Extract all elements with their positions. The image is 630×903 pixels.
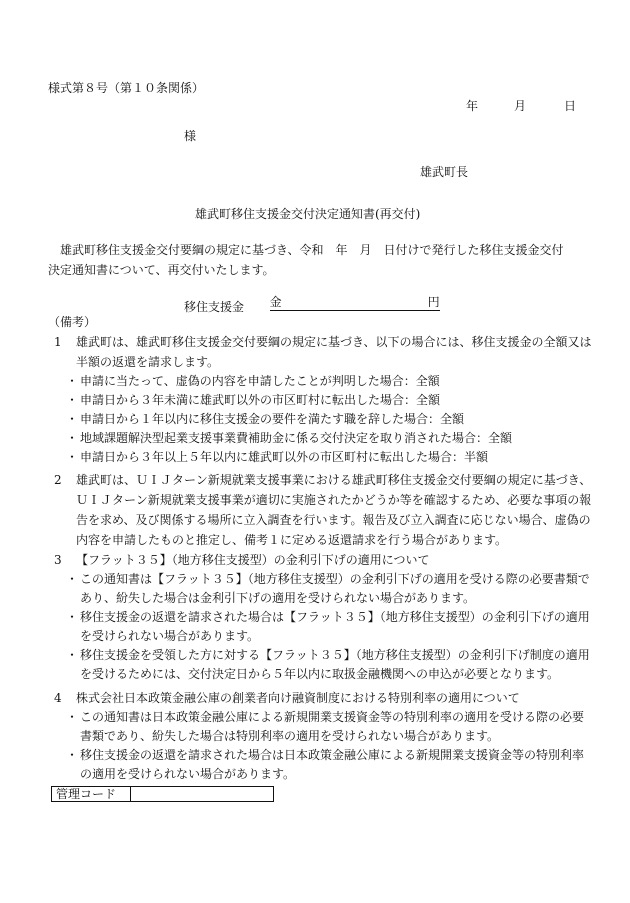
note-number: 1: [54, 335, 62, 349]
management-code-label: 管理コード: [52, 787, 131, 802]
note-2: [54, 470, 594, 550]
document-title: 雄武町移住支援金交付決定通知書(再交付): [195, 207, 421, 221]
note-text: 雄武町は、ＵＩＪターン新規就業支援事業における雄武町移住支援金交付要綱の規定に基づき、ＵＩＪターン新規就業支援事業が適切に実施されたかどうか等を確認するため、必要な事項の報告を求め、及び関係する場所に立入調査を行います。報告及び立入調査に応じない場合、虚偽の内容を申請したものと推定し、備考１に定める返還請求を行う場合があります。: [76, 473, 592, 547]
note-bullets: [54, 570, 594, 684]
amount-prefix: 金: [269, 295, 282, 309]
list-item: ・ 移住支援金の返還を請求された場合は日本政策金融公庫による新規開業支援資金等の特別利率の適用を受けられない場合があります。: [66, 746, 594, 784]
issuer-name: 雄武町長: [420, 165, 469, 179]
list-item: ・ 申請日から３年未満に雄武町以外の市区町村に転出した場合：全額: [66, 391, 594, 410]
list-item: ・ 地域課題解決型起業支援事業費補助金に係る交付決定を取り消された場合：全額: [66, 429, 594, 448]
amount-row: [184, 294, 440, 315]
list-item: ・ 移住支援金を受領した方に対する【フラット３５】（地方移住支援型）の金利引下げ制度の適用を受けるためには、交付決定日から５年以内に取扱金融機関への申込が必要となります。: [66, 646, 594, 684]
form-number: 様式第８号（第１０条関係）: [48, 81, 205, 95]
list-item: ・ この通知書は【フラット３５】（地方移住支援型）の金利引下げの適用を受ける際の必要書類であり、紛失した場合は金利引下げの適用を受けられない場合があります。: [66, 570, 594, 608]
note-number: 4: [54, 691, 62, 705]
note-bullets: [54, 372, 594, 467]
remarks-heading: （備考）: [48, 315, 97, 329]
note-number: 3: [54, 553, 62, 567]
amount-underline: [270, 294, 440, 311]
note-3: [54, 550, 594, 684]
body-line-2: 決定通知書について、再交付いたします。: [48, 263, 275, 277]
list-item: ・ 移住支援金の返還を請求された場合は【フラット３５】（地方移住支援型）の金利引下げの適用を受けられない場合があります。: [66, 608, 594, 646]
list-item: ・ 申請日から１年以内に移住支援金の要件を満たす職を辞した場合：全額: [66, 410, 594, 429]
list-item: ・ 申請に当たって、虚偽の内容を申請したことが判明した場合：全額: [66, 372, 594, 391]
note-1: [54, 332, 594, 467]
list-item: ・ この通知書は日本政策金融公庫による新規開業支援資金等の特別利率の適用を受ける際の必要書類であり、紛失した場合は特別利率の適用を受けられない場合があります。: [66, 708, 594, 746]
date-month-label: 月: [514, 99, 527, 113]
amount-unit: 円: [427, 295, 440, 309]
note-4: [54, 688, 594, 784]
note-text: 株式会社日本政策金融公庫の創業者向け融資制度における特別利率の適用について: [76, 691, 520, 705]
management-code-value: [131, 787, 274, 802]
body-line-1: 雄武町移住支援金交付要綱の規定に基づき、令和 年 月 日付けで発行した移住支援金交付: [60, 243, 564, 257]
body-text: [48, 240, 588, 280]
note-bullets: [54, 708, 594, 784]
note-number: 2: [54, 473, 62, 487]
date-year-label: 年: [466, 99, 479, 113]
list-item: ・ 申請日から３年以上５年以内に雄武町以外の市区町村に転出した場合：半額: [66, 448, 594, 467]
date-day-label: 日: [564, 99, 577, 113]
note-text: 【フラット３５】（地方移住支援型）の金利引下げの適用について: [76, 553, 430, 567]
addressee-suffix: 様: [184, 129, 197, 143]
amount-label: 移住支援金: [184, 300, 245, 314]
note-text: 雄武町は、雄武町移住支援金交付要綱の規定に基づき、以下の場合には、移住支援金の全額又は半額の返還を請求します。: [76, 335, 592, 369]
management-code-table: [51, 786, 274, 802]
